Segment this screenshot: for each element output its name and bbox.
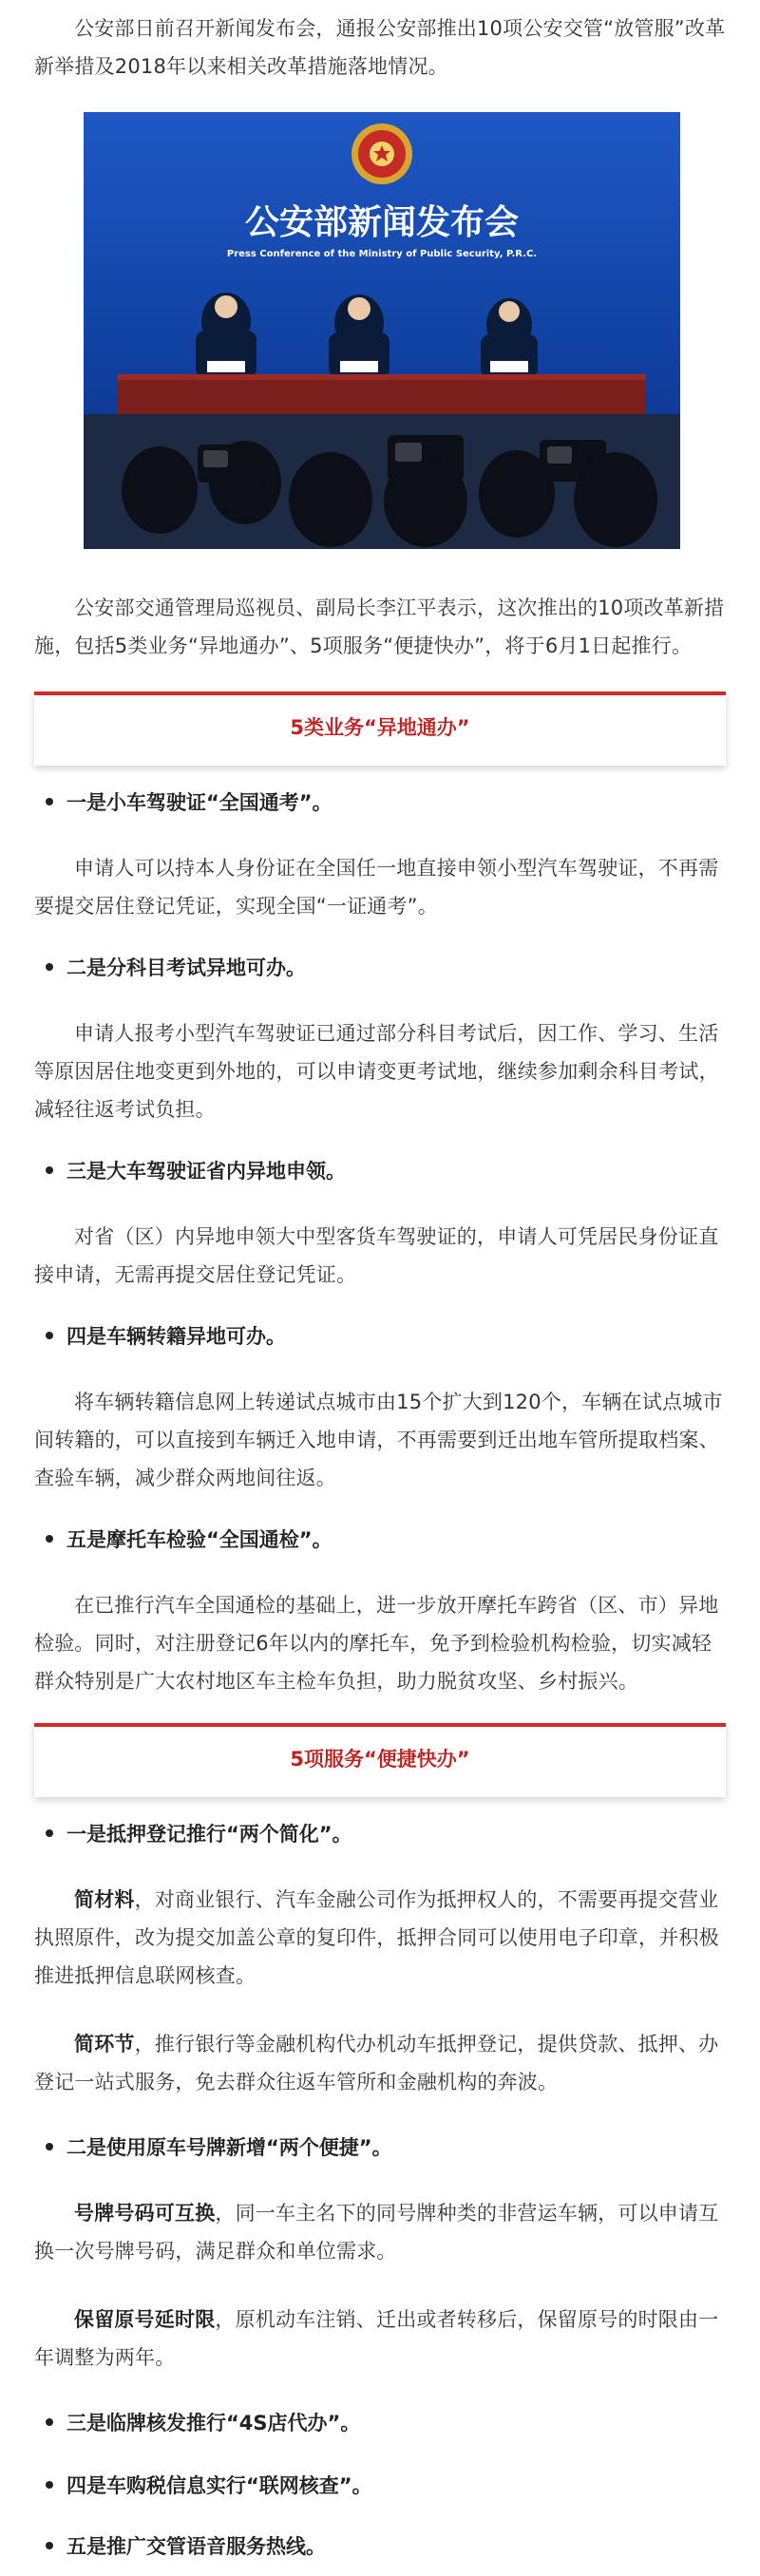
bullet-dot (46, 2418, 53, 2426)
service-1-materials: 简材料，对商业银行、汽车金融公司作为抵押权人的，不需要再提交营业执照原件，改为提交加盖公章的复印件，抵押合同可以使用电子印章，并积极推进抵押信息联网核查。 (34, 1888, 719, 1987)
service-1-steps: 简环节，推行银行等金融机构代办机动车抵押登记，提供贷款、抵押、办登记一站式服务，免去群众往返车管所和金融机构的奔波。 (34, 2033, 719, 2093)
bullet-service-1: 一是抵押登记推行“两个简化”。 (36, 1818, 720, 1850)
section-title-remote: 5类业务“异地通办” (34, 691, 726, 766)
bullet-item-3: 三是大车驾驶证省内异地申领。 (36, 1155, 720, 1187)
lead-paragraph: 公安部交通管理局巡视员、副局长李江平表示，这次推出的10项改革新措施，包括5类业务“异地通办”、5项服务“便捷快办”，将于6月1日起推行。 (34, 597, 725, 657)
police-emblem (352, 123, 412, 184)
bullet-dot (46, 2481, 53, 2489)
bullet-dot (46, 1332, 53, 1339)
item-1-text: 申请人可以持本人身份证在全国任一地直接申领小型汽车驾驶证，不再需要提交居住登记凭证，实现全国“一证通考”。 (34, 857, 719, 918)
backdrop-subtitle: Press Conference of the Ministry of Public Security, P.R.C. (226, 249, 538, 259)
bullet-item-4: 四是车辆转籍异地可办。 (36, 1320, 720, 1353)
item-4-text: 将车辆转籍信息网上转递试点城市由15个扩大到120个，车辆在试点城市间转籍的，可以直接到车辆迁入地申请，不再需要到迁出地车管所提取档案、查验车辆，减少群众两地间往返。 (34, 1391, 723, 1489)
bullet-service-3: 三是临牌核发推行“4S店代办”。 (36, 2407, 720, 2439)
bullet-dot (46, 1166, 53, 1174)
backdrop-title: 公安部新闻发布会 (244, 203, 520, 242)
lead-label: 号牌号码可互换 (74, 2202, 216, 2225)
bullet-service-2: 二是使用原车号牌新增“两个便捷”。 (36, 2131, 720, 2164)
lead-label: 保留原号延时限 (74, 2308, 216, 2331)
bullet-dot (46, 1829, 53, 1837)
item-5-text: 在已推行汽车全国通检的基础上，进一步放开摩托车跨省（区、市）异地检验。同时，对注册登记6年以内的摩托车，免予到检验机构检验，切实减轻群众特别是广大农村地区车主检车负担，助力脱贫攻坚、乡村振兴。 (34, 1594, 719, 1693)
item-2-text: 申请人报考小型汽车驾驶证已通过部分科目考试后，因工作、学习、生活等原因居住地变更到外地的，可以申请变更考试地，继续参加剩余科目考试，减轻往返考试负担。 (34, 1022, 719, 1121)
service-2-swap: 号牌号码可互换，同一车主名下的同号牌种类的非营运车辆，可以申请互换一次号牌号码，满足群众和单位需求。 (34, 2202, 719, 2263)
bullet-item-2: 二是分科目考试异地可办。 (36, 952, 720, 984)
bullet-service-5: 五是推广交管语音服务热线。 (36, 2530, 720, 2563)
bullet-dot (46, 963, 53, 971)
section-title-fast: 5项服务“便捷快办” (34, 1723, 726, 1797)
press-conference-photo (84, 112, 680, 549)
bullet-dot (46, 798, 53, 805)
intro-paragraph: 公安部日前召开新闻发布会，通报公安部推出10项公安交管“放管服”改革新举措及2018年以来相关改革措施落地情况。 (34, 17, 726, 78)
bullet-dot (46, 2143, 53, 2150)
bullet-service-4: 四是车购税信息实行“联网核查”。 (36, 2470, 720, 2502)
item-3-text: 对省（区）内异地申领大中型客货车驾驶证的，申请人可凭居民身份证直接申请，无需再提交居住登记凭证。 (34, 1225, 719, 1286)
bullet-item-1: 一是小车驾驶证“全国通考”。 (36, 786, 720, 819)
bullet-dot (46, 2542, 53, 2549)
bullet-dot (46, 1535, 53, 1543)
lead-label: 简材料 (74, 1888, 135, 1911)
bullet-item-5: 五是摩托车检验“全国通检”。 (36, 1524, 720, 1556)
service-2-retain: 保留原号延时限，原机动车注销、迁出或者转移后，保留原号的时限由一年调整为两年。 (34, 2308, 719, 2369)
lead-label: 简环节 (74, 2033, 135, 2055)
